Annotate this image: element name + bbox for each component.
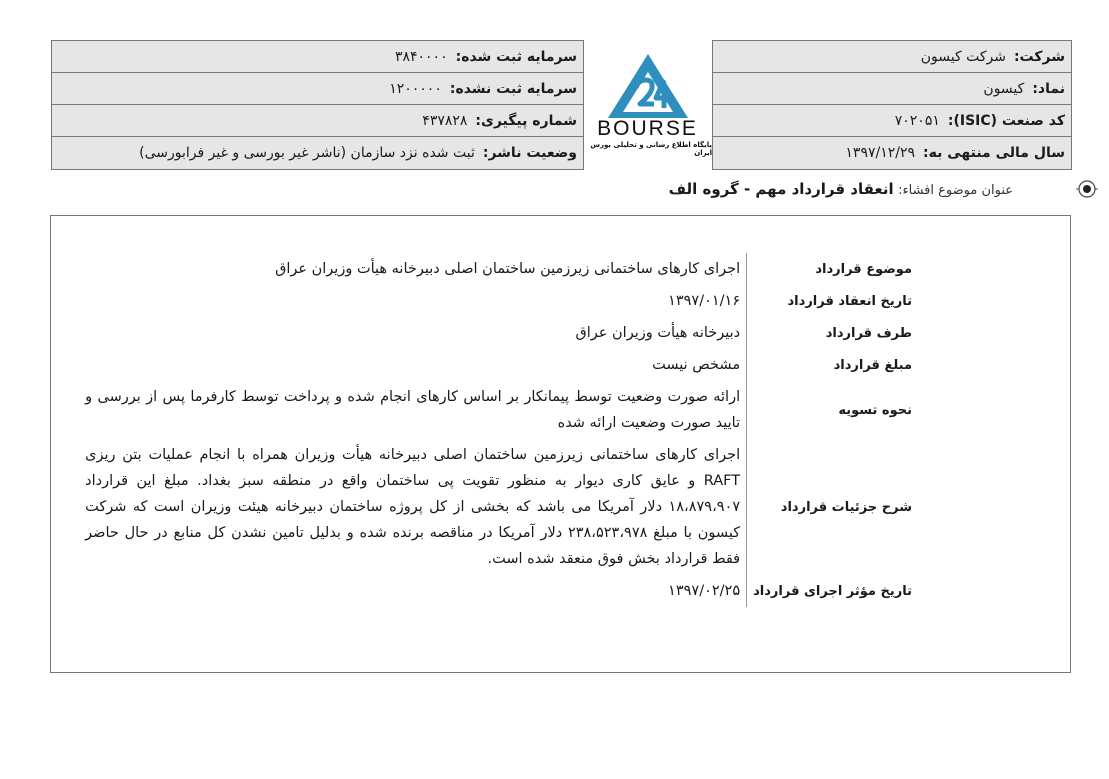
symbol-value: کیسون	[983, 80, 1025, 97]
detail-row	[79, 439, 918, 575]
detail-row	[79, 317, 918, 349]
detail-row	[79, 575, 918, 607]
topic-text	[669, 180, 1013, 198]
detail-key: تاریخ مؤثر اجرای قرارداد	[747, 575, 918, 607]
bourse-logo	[583, 40, 712, 168]
company-row	[713, 41, 1071, 73]
detail-value: دبیرخانه هیأت وزیران عراق	[575, 325, 741, 341]
company-info-box	[712, 40, 1072, 170]
company-value: شرکت کیسون	[920, 48, 1006, 65]
tracking-number-value: ۴۳۷۸۲۸	[422, 112, 468, 129]
detail-value: ۱۳۹۷/۰۲/۲۵	[668, 583, 741, 599]
contract-details-box	[50, 215, 1071, 673]
detail-key: موضوع قرارداد	[747, 253, 918, 285]
isic-row	[713, 105, 1071, 137]
unregistered-capital-row	[52, 73, 583, 105]
publisher-status-label: وضعیت ناشر:	[482, 145, 577, 161]
company-label: شرکت:	[1013, 48, 1065, 65]
detail-row	[79, 349, 918, 381]
radio-target-icon	[1076, 178, 1098, 200]
capital-info-box	[51, 40, 584, 170]
fiscal-year-label: سال مالی منتهی به:	[923, 145, 1065, 161]
detail-value: مشخص نیست	[652, 357, 741, 373]
registered-capital-row	[52, 41, 583, 73]
fiscal-year-row	[713, 137, 1071, 169]
registered-capital-label: سرمایه ثبت شده:	[455, 48, 577, 65]
detail-value: اجرای کارهای ساختمانی زیرزمین ساختمان اصلی دبیرخانه هیأت وزیران همراه با انجام عملیات بتن ریزی RAFT و عایق کاری دیوار به منظور تقویت پی ساختمان واقع در منطقه سبز بغداد. مبلغ این قرارداد ۱۸،۸۷۹،۹۰۷ دلار آمریکا می باشد که بخشی از کل پروژه ساختمان دبیرخانه هیئت وزیران است که شرکت کیسون با مبلغ ۲۳۸،۵۲۳،۹۷۸ دلار آمریکا در مناقصه برنده شده و بدلیل تامین نشدن کل منابع در حال حاضر فقط قرارداد بخش فوق منعقد شده است.	[85, 447, 741, 567]
contract-details-table	[79, 253, 918, 607]
detail-key: شرح جزئیات قرارداد	[747, 439, 918, 575]
unregistered-capital-label: سرمایه ثبت نشده:	[449, 80, 577, 97]
registered-capital-value: ۳۸۴۰۰۰۰	[394, 48, 448, 65]
logo-wordmark: BOURSE	[597, 117, 698, 140]
detail-key: مبلغ قرارداد	[747, 349, 918, 381]
publisher-status-value: ثبت شده نزد سازمان (ناشر غیر بورسی و غیر فرابورسی)	[139, 145, 475, 161]
detail-row	[79, 381, 918, 439]
isic-label: کد صنعت (ISIC):	[947, 112, 1065, 129]
fiscal-year-value: ۱۳۹۷/۱۲/۲۹	[845, 145, 915, 161]
detail-key: طرف قرارداد	[747, 317, 918, 349]
topic-label: عنوان موضوع افشاء:	[898, 183, 1013, 198]
unregistered-capital-value: ۱۲۰۰۰۰۰	[389, 80, 442, 97]
bourse-logo-icon	[606, 52, 690, 120]
detail-row	[79, 253, 918, 285]
disclosure-topic	[51, 180, 1103, 202]
detail-value: اجرای کارهای ساختمانی زیرزمین ساختمان اصلی دبیرخانه هیأت وزیران عراق	[275, 261, 741, 277]
detail-key: تاریخ انعقاد قرارداد	[747, 285, 918, 317]
detail-key: نحوه تسویه	[747, 381, 918, 439]
tracking-number-label: شماره پیگیری:	[475, 112, 577, 129]
detail-value: ارائه صورت وضعیت توسط پیمانکار بر اساس کارهای انجام شده و پرداخت توسط کارفرما پس از بررسی و تایید صورت وضعیت ارائه شده	[85, 389, 741, 431]
tracking-number-row	[52, 105, 583, 137]
symbol-row	[713, 73, 1071, 105]
isic-value: ۷۰۲۰۵۱	[894, 112, 940, 129]
publisher-status-row	[52, 137, 583, 169]
detail-row	[79, 285, 918, 317]
topic-title: انعقاد قرارداد مهم - گروه الف	[668, 180, 894, 198]
detail-value: ۱۳۹۷/۰۱/۱۶	[668, 293, 741, 309]
symbol-label: نماد:	[1032, 80, 1065, 97]
logo-tagline: پایگاه اطلاع رسانی و تحلیلی بورس ایران	[590, 141, 712, 157]
